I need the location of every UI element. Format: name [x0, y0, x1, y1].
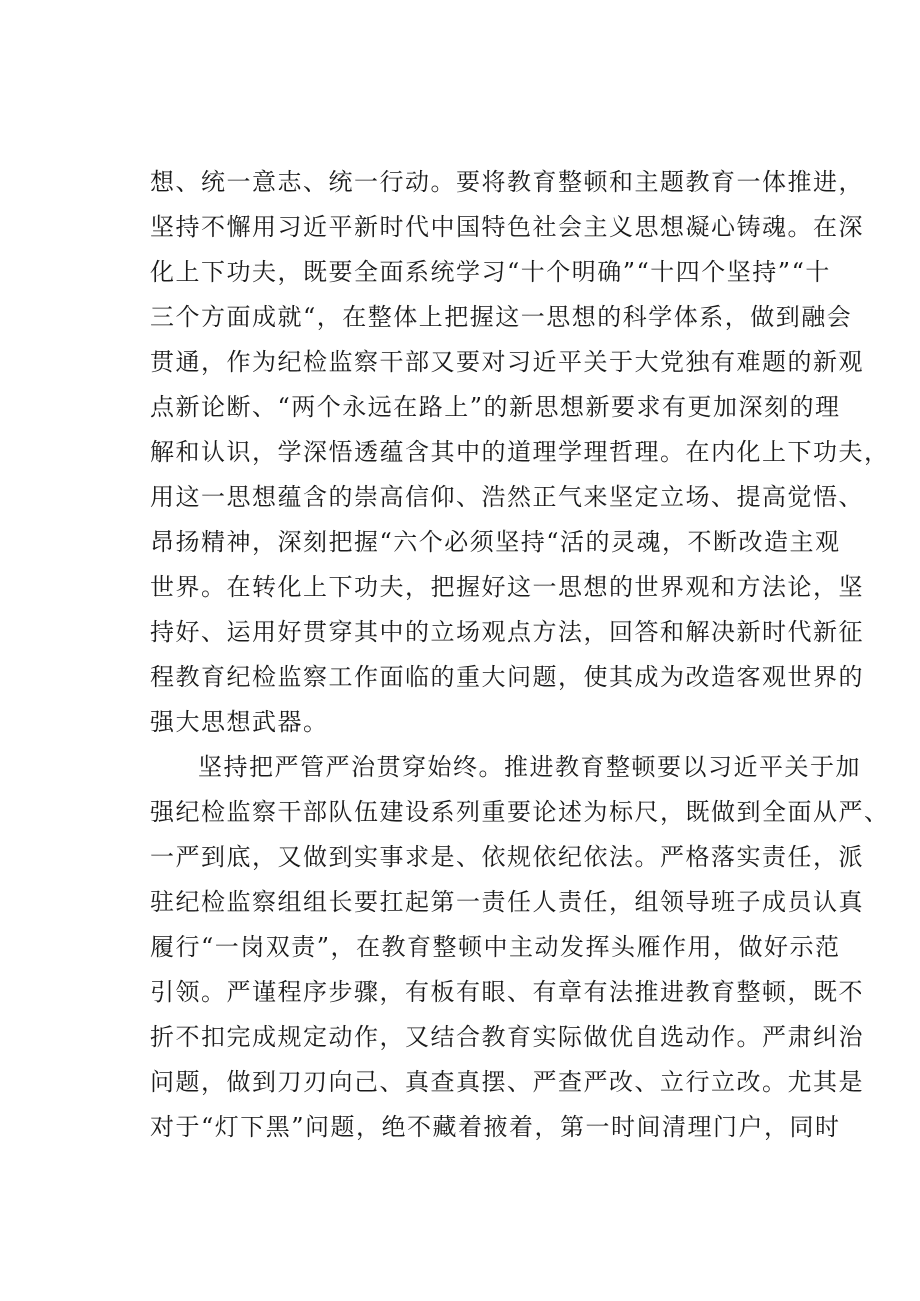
text-line: 强纪检监察干部队伍建设系列重要论述为标尺，既做到全面从严、 — [150, 798, 890, 826]
text-line: 强大思想武器。 — [150, 708, 329, 736]
text-line: 对于“灯下黑”问题，绝不藏着掖着，第一时间清理门户，同时 — [150, 1113, 841, 1141]
text-line: 坚持不懈用习近平新时代中国特色社会主义思想凝心铸魂。在深 — [150, 213, 864, 241]
text-line: 履行“一岗双责”，在教育整顿中主动发挥头雁作用，做好示范 — [150, 933, 841, 961]
text-line: 三个方面成就“，在整体上把握这一思想的科学体系，做到融会 — [150, 303, 853, 331]
text-line: 用这一思想蕴含的崇高信仰、浩然正气来坚定立场、提高觉悟、 — [150, 483, 864, 511]
text-line: 解和认识，学深悟透蕴含其中的道理学理哲理。在内化上下功夫， — [150, 438, 890, 466]
text-line: 想、统一意志、统一行动。要将教育整顿和主题教育一体推进， — [150, 168, 864, 196]
text-line: 贯通，作为纪检监察干部又要对习近平关于大党独有难题的新观 — [150, 348, 864, 376]
paragraph-first-line: 坚持把严管严治贯穿始终。推进教育整顿要以习近平关于加 — [198, 753, 861, 781]
text-line: 驻纪检监察组组长要扛起第一责任人责任，组领导班子成员认真 — [150, 888, 864, 916]
text-line: 化上下功夫，既要全面系统学习“十个明确”“十四个坚持”“十 — [150, 258, 831, 286]
text-line: 昂扬精神，深刻把握“六个必须坚持“活的灵魂，不断改造主观 — [150, 528, 841, 556]
text-line: 持好、运用好贯穿其中的立场观点方法，回答和解决新时代新征 — [150, 618, 864, 646]
text-line: 程教育纪检监察工作面临的重大问题，使其成为改造客观世界的 — [150, 663, 864, 691]
text-line: 世界。在转化上下功夫，把握好这一思想的世界观和方法论，坚 — [150, 573, 864, 601]
text-line: 点新论断、“两个永远在路上”的新思想新要求有更加深刻的理 — [150, 393, 841, 421]
text-line: 问题，做到刀刃向己、真查真摆、严查严改、立行立改。尤其是 — [150, 1068, 864, 1096]
text-line: 折不扣完成规定动作，又结合教育实际做优自选动作。严肃纠治 — [150, 1023, 864, 1051]
text-line: 引领。严谨程序步骤，有板有眼、有章有法推进教育整顿，既不 — [150, 978, 864, 1006]
text-line: 一严到底，又做到实事求是、依规依纪依法。严格落实责任，派 — [150, 843, 864, 871]
